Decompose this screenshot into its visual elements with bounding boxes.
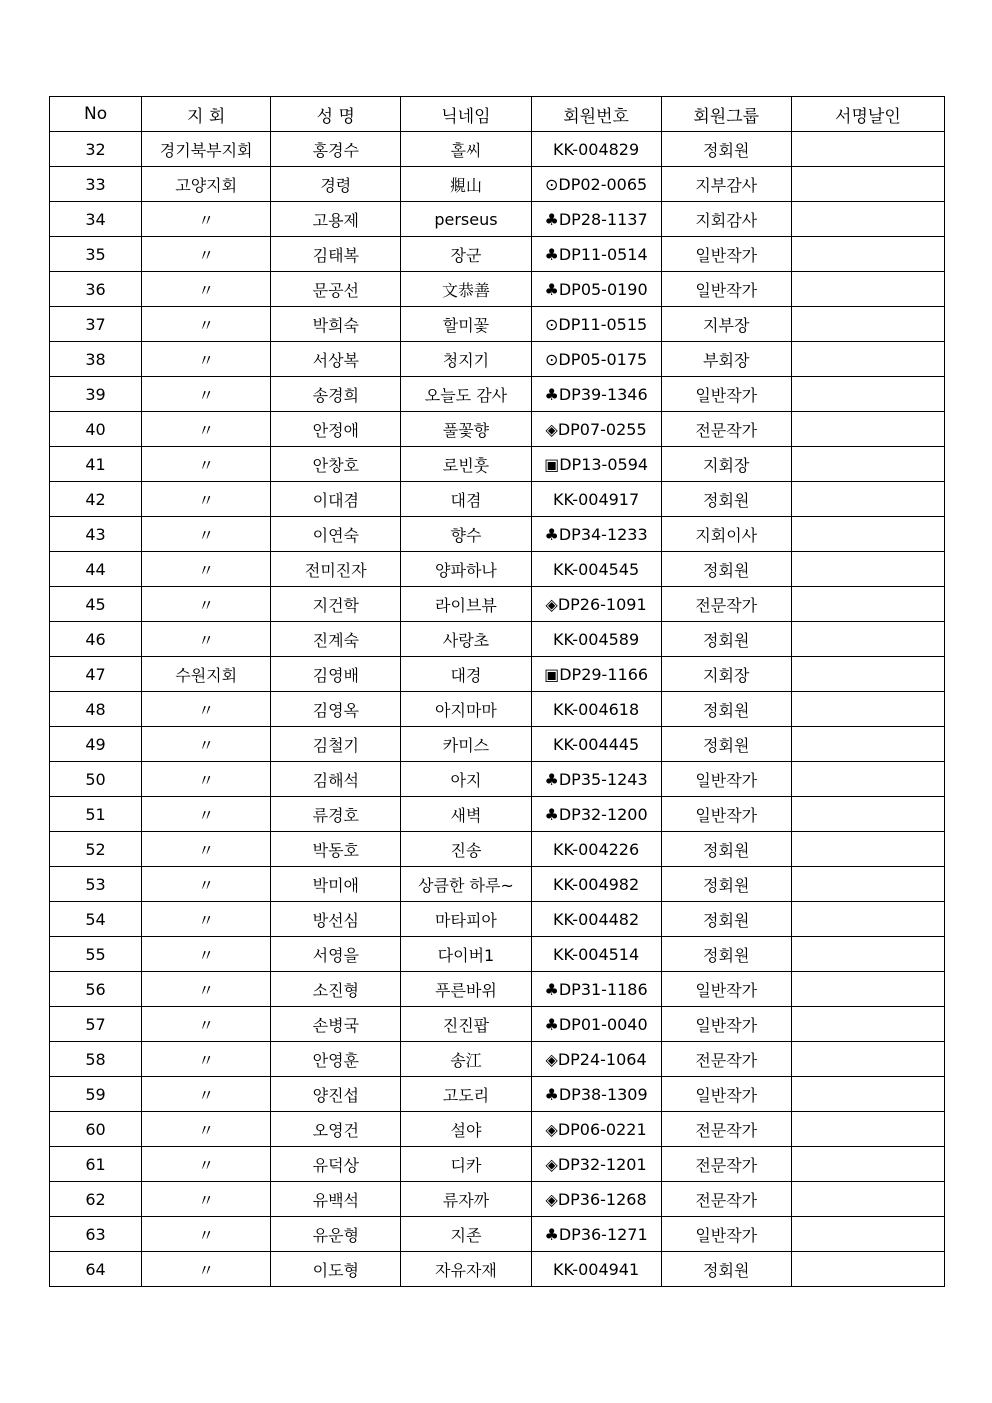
cell-group: 일반작가	[661, 1077, 791, 1112]
cell-nickname: 라이브뷰	[401, 587, 531, 622]
cell-member-id: ▣DP29-1166	[531, 657, 661, 692]
cell-group: 정회원	[661, 727, 791, 762]
cell-name: 김영배	[271, 657, 401, 692]
header-no: No	[50, 97, 142, 132]
cell-member-id: ♣DP38-1309	[531, 1077, 661, 1112]
cell-group: 지부장	[661, 307, 791, 342]
cell-signature	[791, 412, 944, 447]
table-row	[50, 202, 945, 237]
cell-name: 김태복	[271, 237, 401, 272]
cell-no: 46	[50, 622, 142, 657]
cell-branch: 〃	[142, 867, 271, 902]
cell-nickname: 디카	[401, 1147, 531, 1182]
cell-group: 일반작가	[661, 797, 791, 832]
cell-group: 정회원	[661, 482, 791, 517]
cell-name: 류경호	[271, 797, 401, 832]
cell-signature	[791, 552, 944, 587]
cell-group: 정회원	[661, 937, 791, 972]
cell-no: 48	[50, 692, 142, 727]
cell-branch: 〃	[142, 377, 271, 412]
cell-no: 36	[50, 272, 142, 307]
cell-branch: 〃	[142, 412, 271, 447]
cell-signature	[791, 1252, 944, 1287]
cell-no: 58	[50, 1042, 142, 1077]
table-row	[50, 1007, 945, 1042]
cell-member-id: ⊙DP05-0175	[531, 342, 661, 377]
cell-branch: 〃	[142, 202, 271, 237]
cell-branch: 〃	[142, 902, 271, 937]
cell-member-id: ♣DP35-1243	[531, 762, 661, 797]
cell-member-id: ◈DP06-0221	[531, 1112, 661, 1147]
cell-no: 37	[50, 307, 142, 342]
header-group: 회원그룹	[661, 97, 791, 132]
cell-branch: 고양지회	[142, 167, 271, 202]
cell-name: 안정애	[271, 412, 401, 447]
table-row	[50, 1077, 945, 1112]
cell-signature	[791, 202, 944, 237]
table-row	[50, 342, 945, 377]
cell-no: 43	[50, 517, 142, 552]
cell-group: 지회이사	[661, 517, 791, 552]
cell-name: 서상복	[271, 342, 401, 377]
cell-signature	[791, 1007, 944, 1042]
cell-member-id: KK-004226	[531, 832, 661, 867]
cell-group: 정회원	[661, 902, 791, 937]
cell-signature	[791, 1112, 944, 1147]
cell-branch: 〃	[142, 1217, 271, 1252]
cell-branch: 〃	[142, 587, 271, 622]
cell-name: 손병국	[271, 1007, 401, 1042]
cell-no: 59	[50, 1077, 142, 1112]
cell-group: 지부감사	[661, 167, 791, 202]
cell-no: 54	[50, 902, 142, 937]
cell-group: 일반작가	[661, 1007, 791, 1042]
table-row	[50, 622, 945, 657]
table-row	[50, 1182, 945, 1217]
cell-member-id: ◈DP32-1201	[531, 1147, 661, 1182]
cell-nickname: 풀꽃향	[401, 412, 531, 447]
cell-group: 전문작가	[661, 1182, 791, 1217]
cell-no: 62	[50, 1182, 142, 1217]
cell-name: 소진형	[271, 972, 401, 1007]
cell-signature	[791, 1182, 944, 1217]
cell-no: 51	[50, 797, 142, 832]
cell-nickname: 다이버1	[401, 937, 531, 972]
table-row	[50, 237, 945, 272]
cell-signature	[791, 1147, 944, 1182]
cell-nickname: 푸른바위	[401, 972, 531, 1007]
header-branch: 지 회	[142, 97, 271, 132]
cell-no: 60	[50, 1112, 142, 1147]
cell-branch: 〃	[142, 972, 271, 1007]
cell-member-id: ⊙DP11-0515	[531, 307, 661, 342]
cell-member-id: ♣DP11-0514	[531, 237, 661, 272]
cell-member-id: KK-004589	[531, 622, 661, 657]
cell-branch: 〃	[142, 552, 271, 587]
table-row	[50, 552, 945, 587]
table-row	[50, 657, 945, 692]
cell-member-id: KK-004545	[531, 552, 661, 587]
cell-member-id: KK-004941	[531, 1252, 661, 1287]
cell-name: 송경희	[271, 377, 401, 412]
cell-nickname: 오늘도 감사	[401, 377, 531, 412]
header-row	[50, 97, 945, 132]
cell-no: 55	[50, 937, 142, 972]
cell-nickname: 카미스	[401, 727, 531, 762]
table-row	[50, 447, 945, 482]
cell-no: 53	[50, 867, 142, 902]
cell-nickname: 할미꽃	[401, 307, 531, 342]
cell-group: 정회원	[661, 692, 791, 727]
cell-name: 유운형	[271, 1217, 401, 1252]
cell-name: 진계숙	[271, 622, 401, 657]
cell-no: 32	[50, 132, 142, 167]
cell-name: 홍경수	[271, 132, 401, 167]
cell-member-id: ♣DP39-1346	[531, 377, 661, 412]
cell-no: 40	[50, 412, 142, 447]
cell-signature	[791, 867, 944, 902]
cell-branch: 〃	[142, 622, 271, 657]
cell-branch: 〃	[142, 517, 271, 552]
cell-nickname: 송江	[401, 1042, 531, 1077]
cell-signature	[791, 1217, 944, 1252]
cell-signature	[791, 447, 944, 482]
cell-signature	[791, 342, 944, 377]
table-row	[50, 867, 945, 902]
cell-signature	[791, 482, 944, 517]
cell-signature	[791, 587, 944, 622]
table-row	[50, 902, 945, 937]
cell-branch: 〃	[142, 342, 271, 377]
cell-name: 김철기	[271, 727, 401, 762]
cell-member-id: ⊙DP02-0065	[531, 167, 661, 202]
cell-member-id: KK-004917	[531, 482, 661, 517]
cell-group: 전문작가	[661, 412, 791, 447]
cell-group: 정회원	[661, 867, 791, 902]
cell-member-id: ♣DP01-0040	[531, 1007, 661, 1042]
cell-name: 서영을	[271, 937, 401, 972]
cell-member-id: ♣DP36-1271	[531, 1217, 661, 1252]
cell-name: 박희숙	[271, 307, 401, 342]
cell-signature	[791, 377, 944, 412]
cell-nickname: 아지마마	[401, 692, 531, 727]
table-row	[50, 482, 945, 517]
cell-signature	[791, 622, 944, 657]
cell-name: 지건학	[271, 587, 401, 622]
cell-signature	[791, 937, 944, 972]
cell-signature	[791, 832, 944, 867]
cell-nickname: 류자까	[401, 1182, 531, 1217]
cell-signature	[791, 272, 944, 307]
table-row	[50, 1112, 945, 1147]
cell-no: 35	[50, 237, 142, 272]
cell-branch: 〃	[142, 1007, 271, 1042]
cell-branch: 〃	[142, 937, 271, 972]
cell-signature	[791, 657, 944, 692]
cell-nickname: 새벽	[401, 797, 531, 832]
table-row	[50, 762, 945, 797]
cell-branch: 〃	[142, 237, 271, 272]
cell-member-id: KK-004982	[531, 867, 661, 902]
table-row	[50, 727, 945, 762]
cell-name: 안창호	[271, 447, 401, 482]
cell-name: 김해석	[271, 762, 401, 797]
table-row	[50, 937, 945, 972]
cell-nickname: 진진팝	[401, 1007, 531, 1042]
cell-nickname: 아지	[401, 762, 531, 797]
cell-name: 이대겸	[271, 482, 401, 517]
cell-nickname: 覜山	[401, 167, 531, 202]
cell-group: 정회원	[661, 132, 791, 167]
cell-no: 47	[50, 657, 142, 692]
cell-group: 정회원	[661, 622, 791, 657]
cell-signature	[791, 307, 944, 342]
table-row	[50, 132, 945, 167]
cell-branch: 〃	[142, 762, 271, 797]
cell-branch: 〃	[142, 1077, 271, 1112]
cell-branch: 〃	[142, 832, 271, 867]
cell-no: 52	[50, 832, 142, 867]
cell-no: 63	[50, 1217, 142, 1252]
cell-name: 박미애	[271, 867, 401, 902]
cell-group: 정회원	[661, 552, 791, 587]
cell-group: 일반작가	[661, 972, 791, 1007]
cell-signature	[791, 692, 944, 727]
cell-signature	[791, 167, 944, 202]
cell-group: 일반작가	[661, 377, 791, 412]
cell-signature	[791, 972, 944, 1007]
table-row	[50, 272, 945, 307]
cell-name: 양진섭	[271, 1077, 401, 1112]
cell-branch: 경기북부지회	[142, 132, 271, 167]
cell-signature	[791, 1077, 944, 1112]
cell-nickname: 대경	[401, 657, 531, 692]
table-row	[50, 797, 945, 832]
cell-branch: 〃	[142, 272, 271, 307]
cell-nickname: 상큼한 하루~	[401, 867, 531, 902]
cell-name: 안영훈	[271, 1042, 401, 1077]
cell-signature	[791, 132, 944, 167]
cell-no: 64	[50, 1252, 142, 1287]
cell-name: 김영옥	[271, 692, 401, 727]
cell-name: 전미진자	[271, 552, 401, 587]
cell-member-id: KK-004482	[531, 902, 661, 937]
cell-member-id: ♣DP31-1186	[531, 972, 661, 1007]
table-row	[50, 972, 945, 1007]
cell-no: 41	[50, 447, 142, 482]
cell-nickname: 사랑초	[401, 622, 531, 657]
header-member-id: 회원번호	[531, 97, 661, 132]
cell-name: 고용제	[271, 202, 401, 237]
cell-no: 61	[50, 1147, 142, 1182]
cell-nickname: 대겸	[401, 482, 531, 517]
cell-group: 일반작가	[661, 1217, 791, 1252]
table-row	[50, 1147, 945, 1182]
header-name: 성 명	[271, 97, 401, 132]
cell-group: 지회장	[661, 657, 791, 692]
cell-name: 이도형	[271, 1252, 401, 1287]
cell-no: 45	[50, 587, 142, 622]
table-row	[50, 832, 945, 867]
cell-member-id: ◈DP36-1268	[531, 1182, 661, 1217]
cell-member-id: KK-004445	[531, 727, 661, 762]
cell-no: 56	[50, 972, 142, 1007]
cell-signature	[791, 237, 944, 272]
table-row	[50, 377, 945, 412]
table-row	[50, 587, 945, 622]
cell-nickname: 청지기	[401, 342, 531, 377]
cell-name: 문공선	[271, 272, 401, 307]
cell-signature	[791, 727, 944, 762]
cell-nickname: perseus	[401, 202, 531, 237]
cell-name: 이연숙	[271, 517, 401, 552]
table-row	[50, 167, 945, 202]
cell-branch: 수원지회	[142, 657, 271, 692]
cell-member-id: KK-004618	[531, 692, 661, 727]
cell-nickname: 진송	[401, 832, 531, 867]
table-row	[50, 692, 945, 727]
cell-no: 49	[50, 727, 142, 762]
cell-no: 57	[50, 1007, 142, 1042]
member-roster-table	[49, 96, 945, 1287]
cell-member-id: ◈DP07-0255	[531, 412, 661, 447]
cell-branch: 〃	[142, 727, 271, 762]
cell-nickname: 향수	[401, 517, 531, 552]
cell-branch: 〃	[142, 1182, 271, 1217]
cell-group: 일반작가	[661, 237, 791, 272]
cell-branch: 〃	[142, 1252, 271, 1287]
cell-no: 50	[50, 762, 142, 797]
cell-member-id: ◈DP24-1064	[531, 1042, 661, 1077]
cell-nickname: 양파하나	[401, 552, 531, 587]
table-row	[50, 1217, 945, 1252]
cell-name: 오영건	[271, 1112, 401, 1147]
cell-group: 전문작가	[661, 1042, 791, 1077]
cell-group: 전문작가	[661, 1112, 791, 1147]
cell-group: 일반작가	[661, 272, 791, 307]
cell-group: 일반작가	[661, 762, 791, 797]
table-row	[50, 1252, 945, 1287]
cell-name: 유백석	[271, 1182, 401, 1217]
cell-member-id: ◈DP26-1091	[531, 587, 661, 622]
cell-group: 전문작가	[661, 1147, 791, 1182]
cell-signature	[791, 517, 944, 552]
cell-branch: 〃	[142, 797, 271, 832]
cell-group: 부회장	[661, 342, 791, 377]
cell-no: 39	[50, 377, 142, 412]
cell-group: 지회감사	[661, 202, 791, 237]
cell-nickname: 자유자재	[401, 1252, 531, 1287]
cell-signature	[791, 1042, 944, 1077]
cell-no: 33	[50, 167, 142, 202]
cell-nickname: 장군	[401, 237, 531, 272]
cell-branch: 〃	[142, 1042, 271, 1077]
cell-name: 박동호	[271, 832, 401, 867]
cell-nickname: 홀씨	[401, 132, 531, 167]
cell-branch: 〃	[142, 1147, 271, 1182]
cell-no: 44	[50, 552, 142, 587]
cell-no: 38	[50, 342, 142, 377]
cell-no: 42	[50, 482, 142, 517]
table-row	[50, 307, 945, 342]
table-row	[50, 412, 945, 447]
roster-body	[50, 132, 945, 1287]
cell-nickname: 고도리	[401, 1077, 531, 1112]
cell-name: 유덕상	[271, 1147, 401, 1182]
cell-nickname: 文恭善	[401, 272, 531, 307]
table-row	[50, 1042, 945, 1077]
cell-no: 34	[50, 202, 142, 237]
cell-member-id: ▣DP13-0594	[531, 447, 661, 482]
cell-branch: 〃	[142, 482, 271, 517]
cell-name: 방선심	[271, 902, 401, 937]
cell-branch: 〃	[142, 692, 271, 727]
cell-group: 전문작가	[661, 587, 791, 622]
header-nickname: 닉네임	[401, 97, 531, 132]
cell-member-id: KK-004514	[531, 937, 661, 972]
header-signature: 서명날인	[791, 97, 944, 132]
cell-branch: 〃	[142, 307, 271, 342]
cell-branch: 〃	[142, 447, 271, 482]
cell-nickname: 지존	[401, 1217, 531, 1252]
cell-member-id: KK-004829	[531, 132, 661, 167]
cell-signature	[791, 902, 944, 937]
cell-nickname: 마타피아	[401, 902, 531, 937]
cell-member-id: ♣DP32-1200	[531, 797, 661, 832]
cell-group: 정회원	[661, 832, 791, 867]
cell-member-id: ♣DP28-1137	[531, 202, 661, 237]
cell-nickname: 설야	[401, 1112, 531, 1147]
cell-group: 정회원	[661, 1252, 791, 1287]
cell-signature	[791, 797, 944, 832]
cell-member-id: ♣DP05-0190	[531, 272, 661, 307]
cell-signature	[791, 762, 944, 797]
cell-nickname: 로빈훗	[401, 447, 531, 482]
cell-name: 경령	[271, 167, 401, 202]
cell-branch: 〃	[142, 1112, 271, 1147]
cell-group: 지회장	[661, 447, 791, 482]
cell-member-id: ♣DP34-1233	[531, 517, 661, 552]
table-row	[50, 517, 945, 552]
